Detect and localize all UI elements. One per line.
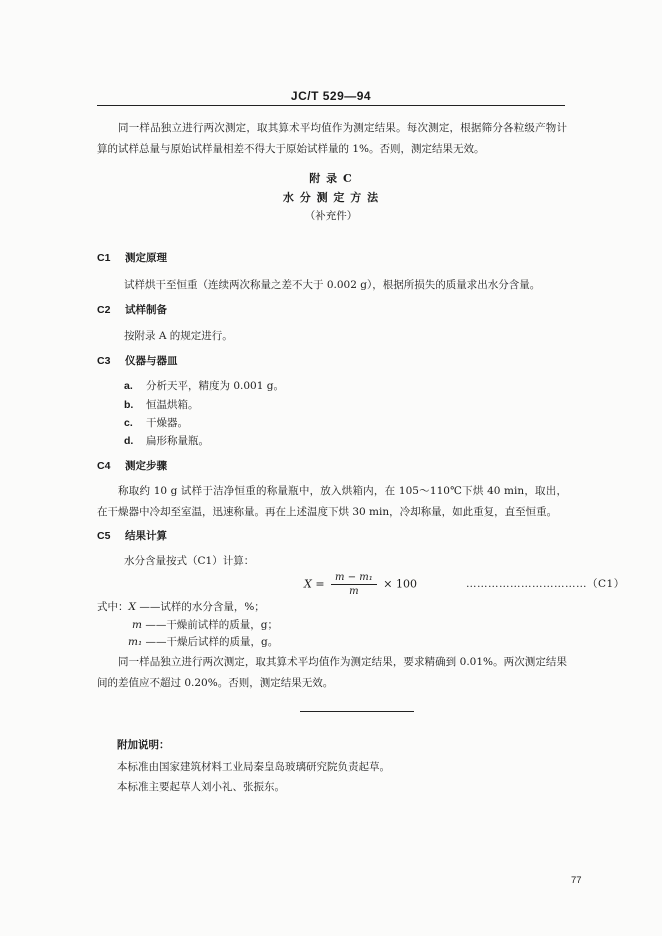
header-rule [97, 105, 565, 106]
list-item [124, 378, 284, 393]
section-title: 测定原理 [125, 252, 167, 264]
list-item [124, 397, 199, 412]
intro-paragraph: 同一样品独立进行两次测定，取其算术平均值作为测定结果。每次测定，根据筛分各粒级产物计算的试样总量与原始试样量相差不得大于原始试样量的 1%。否则，测定结果无效。 [97, 122, 567, 155]
section-c1-body: 试样烘干至恒重（连续两次称量之差不大于 0.002 g），根据所损失的质量求出水分含量。 [124, 279, 541, 291]
section-title: 仪器与器皿 [125, 355, 178, 367]
list-mark: d. [124, 435, 134, 447]
section-c3-heading [97, 353, 178, 368]
section-title: 测定步骤 [125, 460, 167, 472]
list-item [124, 415, 188, 430]
notes-line: 本标准由国家建筑材料工业局秦皇岛玻璃研究院负责起草。 [117, 761, 390, 773]
standard-code-header: JC/T 529—94 [290, 89, 372, 103]
where-line [128, 634, 278, 649]
list-mark: a. [124, 380, 133, 392]
appendix-subtitle: （补充件） [304, 210, 358, 222]
formula-lhs: X = [304, 577, 325, 591]
list-text: 分析天平，精度为 0.001 g。 [146, 380, 284, 392]
where-var: m [132, 619, 142, 631]
section-number: C4 [97, 460, 111, 472]
where-desc: ——干燥后试样的质量，g。 [145, 636, 279, 648]
formula-fraction [331, 571, 377, 598]
where-var: m₁ [128, 636, 143, 648]
where-line [97, 599, 265, 614]
formula-c1 [304, 571, 417, 598]
where-line [132, 617, 278, 632]
formula-denominator: m [349, 586, 359, 597]
list-item [124, 433, 209, 448]
section-number: C3 [97, 355, 111, 367]
page-number: 77 [571, 875, 582, 886]
appendix-title: 水 分 测 定 方 法 [282, 191, 380, 204]
section-c1-heading [97, 250, 167, 265]
formula-label: ……………………………（C1） [466, 578, 625, 590]
list-mark: b. [124, 399, 134, 411]
section-title: 结果计算 [125, 530, 167, 542]
where-desc: ——试样的水分含量，%； [139, 601, 265, 613]
where-intro: 式中： [97, 601, 129, 613]
section-number: C1 [97, 252, 111, 264]
section-number: C2 [97, 304, 111, 316]
section-c4-body: 称取约 10 g 试样于洁净恒重的称量瓶中，放入烘箱内，在 105～110℃下烘 40 min，取出，在干燥器中冷却至室温，迅速称量。再在上述温度下烘 30 min，冷却称量，如此重复，直至恒重。 [97, 485, 567, 518]
where-var: X [128, 601, 136, 613]
section-c2-body: 按附录 A 的规定进行。 [124, 330, 233, 342]
appendix-label: 附 录 C [309, 172, 353, 185]
where-desc: ——干燥前试样的质量，g； [145, 619, 279, 631]
formula-numerator: m − m₁ [331, 571, 377, 585]
section-c2-heading [97, 302, 167, 317]
end-rule [300, 711, 414, 712]
list-text: 恒温烘箱。 [146, 399, 199, 411]
formula-rhs: × 100 [383, 577, 417, 591]
section-c4-heading [97, 458, 167, 473]
closing-paragraph: 同一样品独立进行两次测定，取其算术平均值作为测定结果，要求精确到 0.01%。两次测定结果间的差值应不超过 0.20%。否则，测定结果无效。 [97, 656, 567, 689]
notes-title: 附加说明： [117, 739, 170, 751]
section-c5-body: 水分含量按式（C1）计算： [124, 555, 255, 567]
section-number: C5 [97, 530, 111, 542]
section-title: 试样制备 [125, 304, 167, 316]
section-c5-heading [97, 528, 167, 543]
notes-line: 本标准主要起草人刘小礼、张振东。 [117, 781, 285, 793]
list-text: 干燥器。 [146, 417, 188, 429]
list-text: 扁形称量瓶。 [146, 435, 209, 447]
list-mark: c. [124, 417, 133, 429]
